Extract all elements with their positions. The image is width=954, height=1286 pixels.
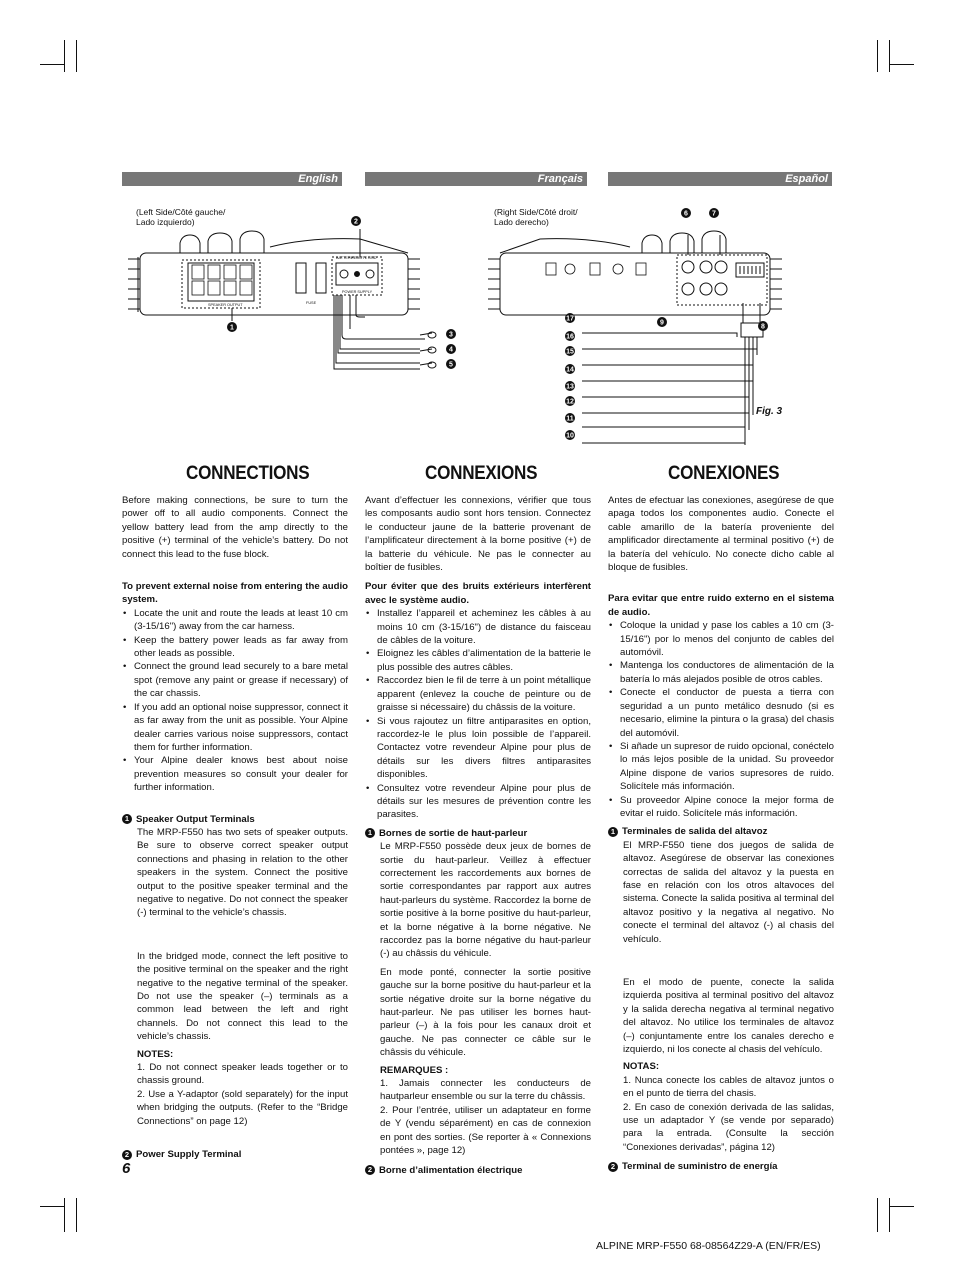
fuse-label: FUSE xyxy=(306,301,317,305)
svg-text:6: 6 xyxy=(684,210,688,218)
language-bar-french: Français xyxy=(365,172,587,186)
svg-text:4: 4 xyxy=(449,346,453,354)
crop-mark xyxy=(76,1198,77,1232)
svg-text:7: 7 xyxy=(712,210,716,218)
bullet-item: • Connect the ground lead securely to a bare metal spot (remove any paint or grease if necessary) of the car chassis. xyxy=(122,660,348,700)
bullet-item: • Keep the battery power leads as far away from other leads as possible. xyxy=(122,634,348,661)
svg-text:11: 11 xyxy=(566,415,574,423)
crop-mark xyxy=(64,1198,65,1232)
noise-bullets xyxy=(122,607,348,795)
english-column xyxy=(122,494,348,1161)
svg-text:14: 14 xyxy=(566,366,574,374)
svg-text:10: 10 xyxy=(566,432,574,440)
crop-mark xyxy=(877,40,878,72)
svg-text:15: 15 xyxy=(566,348,574,356)
intro-text: Antes de efectuar las conexiones, asegúrese de que apaga todos los componentes audio. Conecte el cable amarillo de la batería proveniente del amplificador directamente al terminal positivo (+) de la batería del vehículo. No conecte dicho cable al bloque de fusibles. xyxy=(608,495,834,574)
svg-text:3: 3 xyxy=(449,331,453,339)
item2-title-row xyxy=(365,1164,591,1177)
bullet-item: • Conecte el conductor de puesta a tierra con seguridad a un punto metálico desnudo (si es necesario, elimine la pintura o la grasa) del chasis del automóvil. xyxy=(608,686,834,740)
noise-title: Para evitar que entre ruido externo en el sistema de audio. xyxy=(608,593,834,618)
heading-french: CONNEXIONS xyxy=(425,463,538,484)
noise-title: To prevent external noise from entering the audio system. xyxy=(122,581,348,606)
item1-title: Speaker Output Terminals xyxy=(136,813,255,825)
figure-label: Fig. 3 xyxy=(756,406,783,417)
item2-title: Borne d’alimentation électrique xyxy=(379,1164,523,1176)
notes-title: NOTAS: xyxy=(623,1061,660,1073)
noise-bullets xyxy=(608,619,834,820)
item1-body: The MRP-F550 has two sets of speaker outputs. Be sure to observe correct speaker output connections and phasing in relation to the other speakers in the system. Connect the positive output to the positive speaker terminal and the negative to negative. Do not connect the speaker (-) terminal to the vehicle’s chassis. xyxy=(137,826,348,919)
item1-title-row xyxy=(608,825,834,838)
note-1: 1. Jamais connecter les conducteurs de hautparleur ensemble ou sur la terre du châssis. xyxy=(380,1078,591,1103)
item1-body: Le MRP-F550 possède deux jeux de bornes de sortie du haut-parleur. Veillez à effectuer correctement les raccordements aux bornes de sortie correspondantes par rapport aux autres haut-parleurs du système. Raccordez la borne de sortie positive à la borne positive du haut-parleur, et la borne négative à la borne négative. Ne raccordez pas la borne négative du haut-parleur (-) au châssis du véhicule. xyxy=(380,841,591,960)
noise-bullets xyxy=(365,607,591,822)
number-1-icon: 1 xyxy=(122,814,132,824)
svg-text:5: 5 xyxy=(449,361,453,369)
svg-text:1: 1 xyxy=(230,324,234,332)
svg-text:2: 2 xyxy=(354,218,358,226)
bullet-item: • Locate the unit and route the leads at least 10 cm (3-15/16") away from the car harness. xyxy=(122,607,348,634)
number-2-icon: 2 xyxy=(122,1150,132,1160)
svg-text:8: 8 xyxy=(761,323,765,331)
svg-text:12: 12 xyxy=(566,398,574,406)
note-2: 2. Pour l’entrée, utiliser un adaptateur en forme de Y (vendu séparément) en cas de connexion en pont des sorties. (Se reporter à « Connexions pontées », page 12) xyxy=(380,1104,591,1157)
note-1: 1. Nunca conecte los cables de altavoz juntos o en el punto de tierra del chasis. xyxy=(623,1074,834,1100)
note-2: 2. Use a Y-adaptor (sold separately) for the input when bridging the outputs. (Refer to the “Bridge Connections” on page 12) xyxy=(137,1088,348,1127)
number-2-icon: 2 xyxy=(365,1165,375,1175)
remote-label: REMOTE xyxy=(351,256,368,260)
item2-title-row xyxy=(122,1148,348,1161)
bullet-item: • Coloque la unidad y pase los cables a 10 cm (3-15/16") por lo menos del conjunto de cables del automóvil. xyxy=(608,619,834,659)
bullet-item: • Your Alpine dealer knows best about noise prevention measures so consult your dealer for further information. xyxy=(122,754,348,794)
svg-text:17: 17 xyxy=(566,315,574,323)
bridged-text: En mode ponté, connecter la sortie positive gauche sur la borne positive du haut-parleur et la sortie négative droite sur la borne négative du haut-parleur. Ne pas utiliser les bornes haut-parleur (–) à la fois pour les canaux droit et gauche. Ne pas connecter ce câble sur le châssis du véhicule. xyxy=(380,966,591,1059)
crop-mark xyxy=(40,1206,64,1207)
bridged-text: En el modo de puente, conecte la salida izquierda positiva al terminal positivo del altavoz y la salida derecha negativa al terminal negativo del altavoz. No utilice los terminales de altavoz (–) conjuntamente entre los canales derecho e izquierdo, ni los conecte al chasis del vehículo. xyxy=(623,977,834,1056)
battery-label: BATTERY xyxy=(336,256,354,260)
language-bar-english: English xyxy=(122,172,342,186)
svg-text:16: 16 xyxy=(566,333,574,341)
power-supply-label: POWER SUPPLY xyxy=(342,290,373,294)
bullet-item: • Raccordez bien le fil de terre à un point métallique apparent (enlevez la couche de peinture ou de graisse si nécessaire) du châssis de la voiture. xyxy=(365,674,591,714)
right-side-caption: (Right Side/Côté droit/ Lado derecho) xyxy=(494,207,578,227)
crop-mark xyxy=(64,40,65,72)
footer-text: ALPINE MRP-F550 68-08564Z29-A (EN/FR/ES) xyxy=(596,1240,821,1252)
item1-title-row xyxy=(122,813,348,826)
crop-mark xyxy=(877,1198,878,1232)
number-1-icon: 1 xyxy=(608,827,618,837)
gnd-label: GND xyxy=(368,256,377,260)
note-1: 1. Do not connect speaker leads together or to chassis ground. xyxy=(137,1062,348,1087)
svg-text:9: 9 xyxy=(660,319,664,327)
svg-text:13: 13 xyxy=(566,383,574,391)
bullet-item: • Installez l’appareil et acheminez les câbles à au moins 10 cm (3-15/16") de distance du faisceau de câbles de la voiture. xyxy=(365,607,591,647)
item1-title: Terminales de salida del altavoz xyxy=(622,826,768,838)
notes-title: NOTES: xyxy=(137,1048,174,1060)
crop-mark xyxy=(889,1198,890,1232)
note-2: 2. En caso de conexión derivada de las salidas, use un adaptador Y (se vende por separado) para la entrada. (Consulte la sección “Conexiones derivadas”, página 12) xyxy=(623,1101,834,1153)
item1-title: Bornes de sortie de haut-parleur xyxy=(379,827,528,839)
item2-title: Terminal de suministro de energía xyxy=(622,1161,778,1173)
amplifier-connection-diagram xyxy=(120,205,840,455)
spanish-column xyxy=(608,494,834,1174)
language-bar-spanish: Español xyxy=(608,172,832,186)
intro-text: Avant d’effectuer les connexions, vérifier que tous les composants audio sont hors tension. Connectez le conducteur jaune de la batterie provenant de l’amplificateur directement à la borne positive (+) de la batterie du véhicule. Ne pas le connecter au boîtier de fusibles. xyxy=(365,495,591,574)
bullet-item: • Si vous rajoutez un filtre antiparasites en option, raccordez-le le plus loin possible de l’appareil. Contactez votre revendeur Alpine pour plus de détails sur les divers filtres antiparasites disponibles. xyxy=(365,715,591,782)
bullet-item: • Si añade un supresor de ruido opcional, conéctelo lo más lejos posible de la unidad. Su proveedor Alpine dispone de varios supresores de ruido. Solicítele más información. xyxy=(608,740,834,794)
number-2-icon: 2 xyxy=(608,1162,618,1172)
intro-text: Before making connections, be sure to turn the power off to all audio components. Connect the yellow battery lead from the amp directly to the positive (+) terminal of the vehicle’s battery. Do not connect this lead to the fuse block. xyxy=(122,495,348,560)
bullet-item: • Su proveedor Alpine conoce la mejor forma de evitar el ruido. Solicítele más información. xyxy=(608,794,834,821)
crop-mark xyxy=(889,40,890,72)
bullet-item: • If you add an optional noise suppressor, connect it as far away from the unit as possible. Your Alpine dealer carries various noise suppressors, contact them for further information. xyxy=(122,701,348,755)
item2-title: Power Supply Terminal xyxy=(136,1149,242,1161)
bridged-text: In the bridged mode, connect the left positive to the positive terminal on the speaker and the right negative to the negative terminal of the speaker. Do not use the speaker (–) terminals as a common lead between the left and right channels. Do not connect this lead to the vehicle’s chassis. xyxy=(137,950,348,1043)
number-1-icon: 1 xyxy=(365,828,375,838)
noise-title: Pour éviter que des bruits extérieurs interfèrent avec le système audio. xyxy=(365,581,591,606)
page-number: 6 xyxy=(122,1160,131,1177)
crop-mark xyxy=(40,64,64,65)
bullet-item: • Eloignez les câbles d’alimentation de la batterie le plus possible des autres câbles. xyxy=(365,647,591,674)
speaker-output-label: SPEAKER OUTPUT xyxy=(208,303,243,307)
crop-mark xyxy=(76,40,77,72)
bullet-item: • Consultez votre revendeur Alpine pour plus de détails sur les mesures de prévention contre les parasites. xyxy=(365,782,591,822)
bullet-item: • Mantenga los conductores de alimentación de la batería lo más alejados posible de otros cables. xyxy=(608,659,834,686)
heading-spanish: CONEXIONES xyxy=(668,463,780,484)
item2-title-row xyxy=(608,1160,834,1173)
crop-mark xyxy=(890,64,914,65)
left-side-caption: (Left Side/Côté gauche/ Lado izquierdo) xyxy=(136,207,226,227)
notes-title: REMARQUES : xyxy=(380,1064,449,1076)
heading-english: CONNECTIONS xyxy=(186,463,310,484)
item1-title-row xyxy=(365,827,591,840)
item1-body: El MRP-F550 tiene dos juegos de salida de altavoz. Asegúrese de observar las conexiones correctas de salida del altavoz y la puesta en fase en relación con los otros altavoces del sistema. Conecte la salida positiva al terminal del altavoz positivo y la negativa al negativo. No conecte el terminal del altavoz (-) al chasis del vehículo. xyxy=(623,839,834,945)
crop-mark xyxy=(890,1206,914,1207)
french-column xyxy=(365,494,591,1177)
